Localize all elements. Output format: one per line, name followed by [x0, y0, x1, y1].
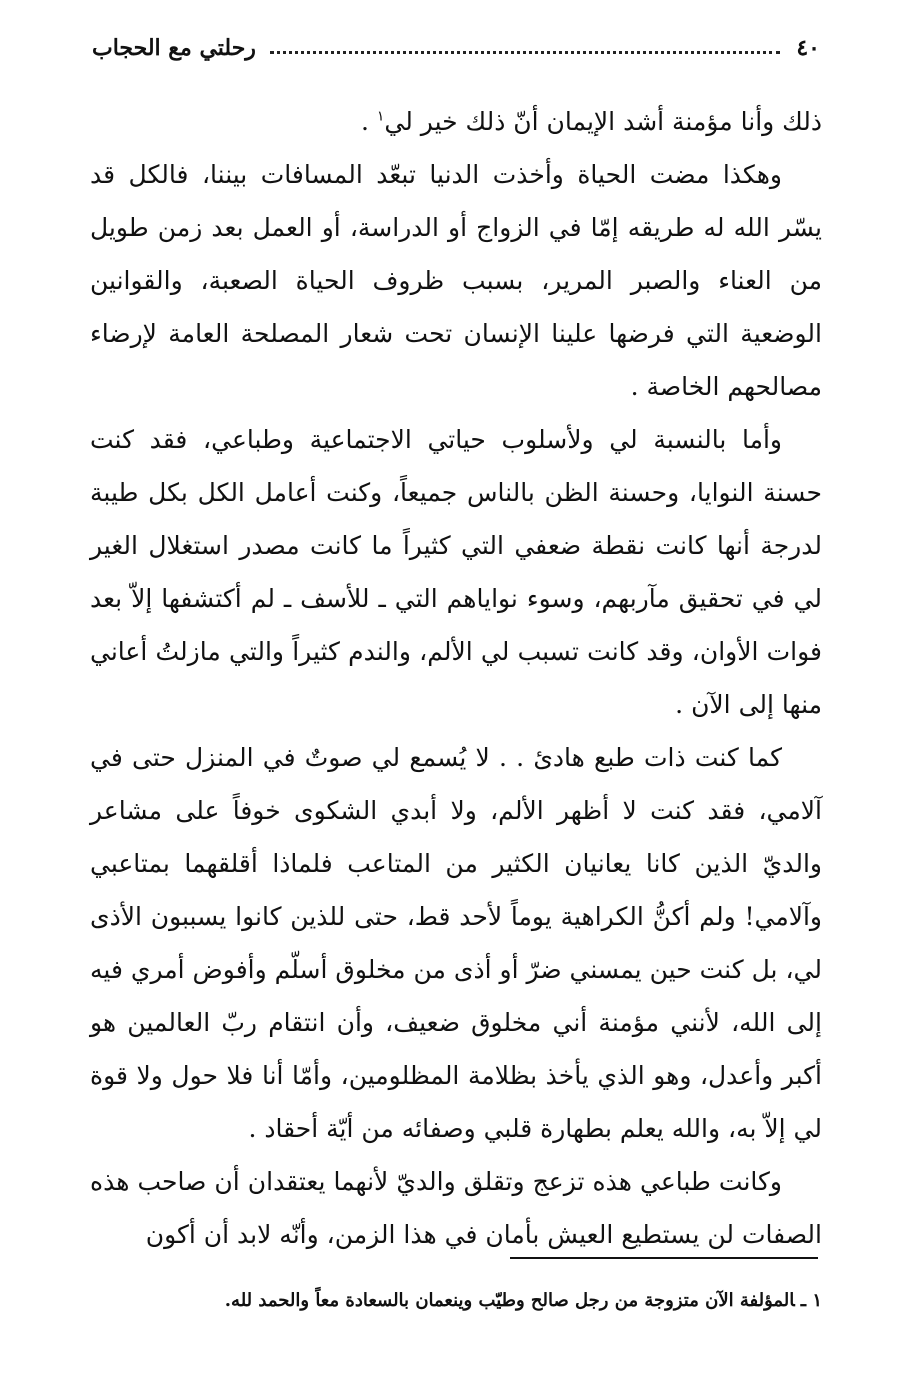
body-text — [90, 95, 822, 1261]
footnote-divider — [510, 1257, 818, 1259]
paragraph-1-tail: . — [360, 107, 377, 136]
footnote-text: المؤلفة الآن متزوجة من رجل صالح وطيّب وينعمان بالسعادة معاً والحمد لله. — [224, 1290, 795, 1311]
paragraph-5: وكانت طباعي هذه تزعج وتقلق والديّ لأنهما يعتقدان أن صاحب هذه الصفات لن يستطيع العيش بأمان في هذا الزمن، وأنّه لابد أن أكون — [90, 1167, 822, 1249]
paragraph-4: كما كنت ذات طبع هادئ . . لا يُسمع لي صوتٌ في المنزل حتى في آلامي، فقد كنت لا أظهر الألم، ولا أبدي الشكوى خوفاً على مشاعر والديّ الذين كانا يعانيان الكثير من المتاعب فلماذا أقلقهما بمتاعبي وآلامي! ولم أكنُّ الكراهية يوماً لأحد قط، حتى للذين كانوا يسببون الأذى لي، بل كنت حين يمسني ضرّ أو أذى من مخلوق أسلّم وأفوض أمري فيه إلى الله، لأنني مؤمنة أني مخلوق ضعيف، وأن انتقام ربّ العالمين هو أكبر وأعدل، وهو الذي يأخذ بظلامة المظلومين، وأمّا أنا فلا حول ولا قوة لي إلاّ به، والله يعلم بطهارة قلبي وصفائه من أيّة أحقاد . — [90, 743, 822, 1143]
paragraph-2: وهكذا مضت الحياة وأخذت الدنيا تبعّد المسافات بيننا، فالكل قد يسّر الله له طريقه إمّا في الزواج أو الدراسة، أو العمل بعد زمن طويل من العناء والصبر المرير، بسبب ظروف الحياة الصعبة، والقوانين الوضعية التي فرضها علينا الإنسان تحت شعار المصلحة العامة لإرضاء مصالحهم الخاصة . — [90, 160, 822, 401]
footnote — [90, 1286, 822, 1316]
running-title: رحلتي مع الحجاب — [92, 35, 256, 61]
footnote-marker: ١ ـ — [800, 1290, 822, 1311]
page-header — [92, 30, 820, 66]
paragraph-3: وأما بالنسبة لي ولأسلوب حياتي الاجتماعية وطباعي، فقد كنت حسنة النوايا، وحسنة الظن بالناس جميعاً، وكنت أعامل الكل بكل طيبة لدرجة أنها كانت نقطة ضعفي التي كثيراً ما كانت مصدر استغلال الغير لي في تحقيق مآربهم، وسوء نواياهم التي ـ للأسف ـ لم أكتشفها إلاّ بعد فوات الأوان، وقد كانت تسبب لي الألم، والندم كثيراً والتي مازلتُ أعاني منها إلى الآن . — [90, 425, 822, 719]
page-number: ٤٠ — [796, 35, 820, 61]
dotted-leader — [270, 51, 780, 54]
footnote-reference: ١ — [376, 108, 385, 125]
paragraph-1-text: ذلك وأنا مؤمنة أشد الإيمان أنّ ذلك خير لي — [384, 107, 822, 136]
paragraph-1 — [90, 95, 822, 148]
